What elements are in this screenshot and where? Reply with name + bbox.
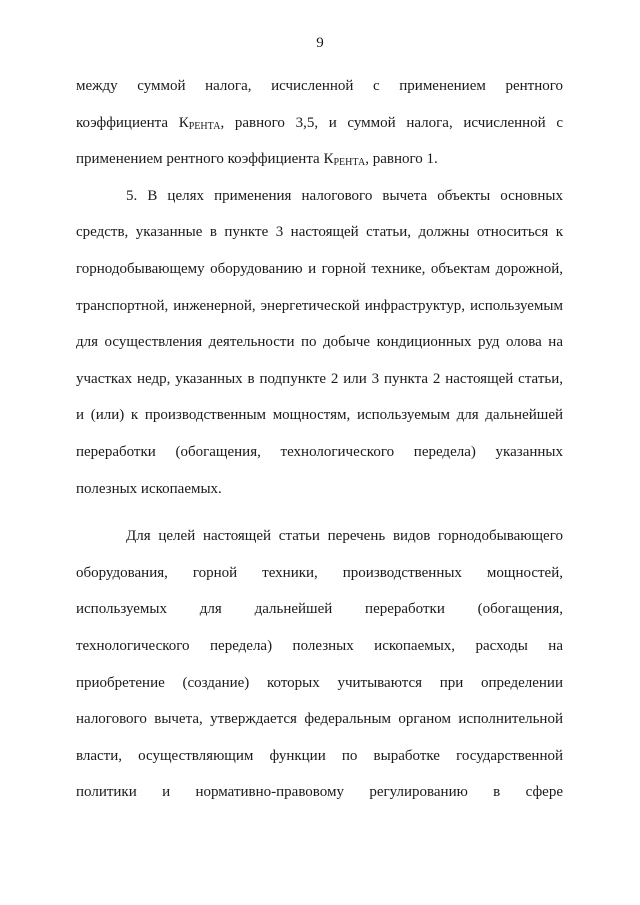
paragraph-line: для осуществления деятельности по добыче кондиционных руд олова на [76, 334, 563, 351]
paragraph-line: власти, осуществляющим функции по выработке государственной [76, 747, 563, 764]
paragraph-line: Для целей настоящей статьи перечень видов горнодобывающего [126, 528, 563, 545]
text-run: , равного 1. [365, 151, 438, 168]
text-run: применением рентного коэффициента К [76, 151, 334, 168]
paragraph-line: оборудования, горной техники, производственных мощностей, [76, 564, 563, 581]
page-number: 9 [316, 35, 324, 51]
text-run: , равного 3,5, и суммой налога, исчисленной с [220, 114, 563, 131]
paragraph-gap [76, 507, 563, 518]
paragraph-line [76, 141, 563, 178]
text-body [76, 68, 563, 811]
paragraph-line: между суммой налога, исчисленной с применением рентного [76, 78, 563, 94]
paragraph-3 [76, 518, 563, 811]
paragraph-line: технологического передела) полезных ископаемых, расходы на [76, 637, 563, 654]
subscript-renta: РЕНТА [333, 157, 366, 169]
text-run: коэффициента К [76, 114, 189, 131]
paragraph-line: переработки (обогащения, технологического передела) указанных [76, 443, 563, 460]
paragraph-line: транспортной, инженерной, энергетической инфраструктур, используемым [76, 297, 563, 314]
paragraph-line: политики и нормативно-правовому регулированию в сфере [76, 784, 563, 801]
paragraph-line: горнодобывающему оборудованию и горной технике, объектам дорожной, [76, 260, 563, 277]
subscript-renta: РЕНТА [188, 120, 221, 132]
paragraph-line: средств, указанные в пункте 3 настоящей статьи, должны относиться к [76, 224, 563, 241]
paragraph-line: налогового вычета, утверждается федеральным органом исполнительной [76, 711, 563, 728]
paragraph-line: 5. В целях применения налогового вычета объекты основных [126, 187, 563, 204]
paragraph-line: полезных ископаемых. [76, 480, 222, 497]
paragraph-2 [76, 178, 563, 507]
paragraph-line: используемых для дальнейшей переработки (обогащения, [76, 601, 563, 618]
paragraph-line [76, 105, 563, 142]
paragraph-line: приобретение (создание) которых учитываются при определении [76, 674, 563, 691]
paragraph-line: и (или) к производственным мощностям, используемым для дальнейшей [76, 407, 563, 424]
paragraph-line: участках недр, указанных в подпункте 2 или 3 пункта 2 настоящей статьи, [76, 370, 563, 387]
paragraph-1 [76, 68, 563, 178]
